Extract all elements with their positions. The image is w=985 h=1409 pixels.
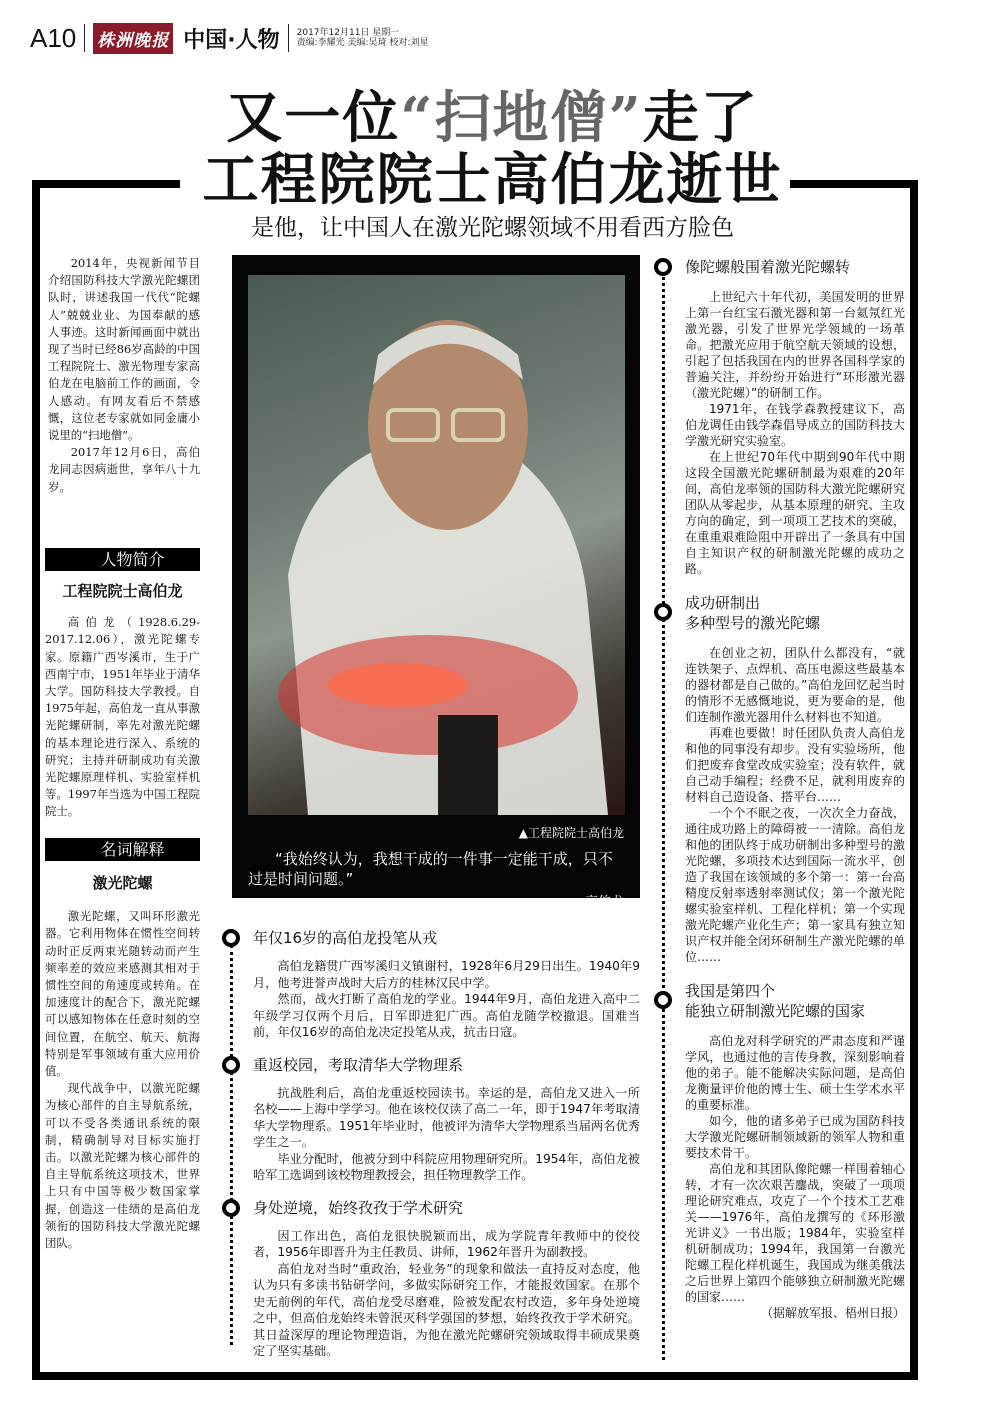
glossary-paragraph: 激光陀螺，又叫环形激光器。它利用物体在惯性空间转动时正反两束光随转动而产生频率差的效应来感测其相对于惯性空间的角速度或转角。在加速度计的配合下，激光陀螺可以感知物体在任意时刻的空间位置，在航空、航天、航海特别是军事领域有重大应用价值。 <box>45 909 200 1079</box>
section-heading: 重返校园，考取清华大学物理系 <box>253 1055 464 1074</box>
headline-pre: 又一位 <box>226 86 401 151</box>
paragraph: 然而，战火打断了高伯龙的学业。1944年9月，高伯龙进入高中二年级学习仅两个月后，日军即进犯广西。高伯龙随学校撤退。国难当前，年仅16岁的高伯龙决定投笔从戎，抗击日寇。 <box>253 992 640 1039</box>
paragraph: 高伯龙籍贯广西岑溪归义镇谢村，1928年6月29日出生。1940年9月，他考进誉声战时大后方的桂林汉民中学。 <box>253 959 640 990</box>
timeline-circle-icon <box>222 1199 240 1217</box>
right-timeline <box>654 257 905 1337</box>
paragraph: 毕业分配时，他被分到中科院应用物理研究所。1954年，高伯龙被哈军工选调到该校物理教授会，担任物理教学工作。 <box>253 1151 640 1182</box>
frame-border <box>32 180 40 1380</box>
glossary-title: 激光陀螺 <box>92 874 153 892</box>
timeline-section <box>222 1055 640 1184</box>
timeline-circle-icon <box>654 991 672 1009</box>
paper-logo: 株洲晚报 <box>93 23 173 54</box>
glossary-bar: 名词解释 <box>45 838 200 861</box>
timeline-section <box>654 981 905 1321</box>
paragraph: 因工作出色，高伯龙很快脱颖而出，成为学院青年教师中的佼佼者，1956年即晋升为主任教员、讲师，1962年晋升为副教授。 <box>253 1228 640 1259</box>
paragraph: 在上世纪70年代中期到90年代中期这段全国激光陀螺研制最为艰难的20年间，高伯龙率领的国防科大激光陀螺研究团队从零起步，从基本原理的研究、主攻方向的确定，到一项项工艺技术的突破，在重重艰难险阻中开辟出了一条具有中国自主知识产权的研制激光陀螺的成功之路。 <box>685 450 905 576</box>
paragraph: 高伯龙对当时“重政治，轻业务”的现象和做法一直持反对态度，他认为只有多读书钻研学问，多做实际研究工作，才能报效国家。在那个史无前例的年代，高伯龙受尽磨难，险被发配农村改造，多年身处逆境之中，但高伯龙始终未曾泯灭科学强国的梦想，始终孜孜于学术研究。其日益深厚的理论物理造诣，为他在激光陀螺研究领域取得丰硕成果奠定了坚实基础。 <box>253 1261 640 1358</box>
headline-line1 <box>0 85 985 151</box>
profile-box <box>45 548 200 821</box>
timeline-section <box>222 928 640 1041</box>
heading-line: 多种型号的激光陀螺 <box>685 614 821 632</box>
pull-quote: “我始终认为，我想干成的一件事一定能干成，只不过是时间问题。” <box>248 850 613 888</box>
paragraph: 如今，他的诸多弟子已成为国防科技大学激光陀螺研制领域新的领军人物和重要技术骨干。 <box>685 1114 905 1160</box>
glossary-box <box>45 838 200 1252</box>
timeline-circle-icon <box>222 929 240 947</box>
portrait-photo <box>248 275 625 815</box>
headline-line2: 工程院院士高伯龙逝世 <box>202 148 783 213</box>
photo-caption: ▲工程院院士高伯龙 <box>518 826 624 840</box>
editors: 责编:李耀光 美编:吴琦 校对:刘星 <box>296 38 429 48</box>
paragraph: 上世纪六十年代初，美国发明的世界上第一台红宝石激光器和第一台氦氖红光激光器，引发了世界光学领域的一场革命。把激光应用于航空航天领域的设想，引起了包括我国在内的世界各国科学家的普遍关注，并纷纷开始进行“环形激光器（激光陀螺）”的研制工作。 <box>685 290 905 400</box>
intro-paragraph: 2014年，央视新闻节目介绍国防科技大学激光陀螺团队时，讲述我国一代代“陀螺人”兢兢业业、为国奉献的感人事迹。这时新闻画面中就出现了当时已经86岁高龄的中国工程院院士、激光物理专家高伯龙在电脑前工作的画面，令人感动。有网友看后不禁感慨，这位老专家就如同金庸小说里的“扫地僧”。 <box>48 256 200 443</box>
photo-box <box>232 255 640 910</box>
divider <box>288 24 289 52</box>
heading-line: 成功研制出 <box>685 594 761 612</box>
section-heading: 像陀螺般围着激光陀螺转 <box>685 258 851 276</box>
intro-paragraph: 2017年12月6日，高伯龙同志因病逝世，享年八十九岁。 <box>48 445 200 494</box>
profile-text: 高伯龙（1928.6.29-2017.12.06），激光陀螺专家。原籍广西岑溪市，生于广西南宁市，1951年毕业于清华大学。国防科技大学教授。自1975年起，高伯龙一直从事激光陀螺研制，率先对激光陀螺的基本理论进行深入、系统的研究；主持并研制成功有关激光陀螺原理样机、实验室样机等。1997年当选为中国工程院院士。 <box>45 615 200 819</box>
heading-line: 我国是第四个 <box>685 982 776 1000</box>
section-heading <box>685 593 905 633</box>
timeline-circle-icon <box>654 258 672 276</box>
section-heading <box>685 981 905 1021</box>
bottom-timeline <box>222 928 640 1374</box>
timeline-section <box>654 257 905 577</box>
paragraph: 再难也要做！时任团队负责人高伯龙和他的同事没有却步。没有实验场所，他们把废弃食堂改成实验室；没有软件，就自己动手编程；经费不足，就利用废弃的材料自己造设备、搭平台…… <box>685 726 905 804</box>
masthead <box>30 22 428 54</box>
section-heading: 身处逆境，始终孜孜于学术研究 <box>253 1198 464 1217</box>
section-name: 中国·人物 <box>183 27 280 53</box>
portrait-image <box>248 275 625 815</box>
issue-meta <box>297 28 429 48</box>
headline-post: 走了 <box>642 86 759 151</box>
headline-quoted: “扫地僧” <box>400 85 643 151</box>
timeline-circle-icon <box>222 1056 240 1074</box>
paragraph: 高伯龙和其团队像陀螺一样围着轴心转，才有一次次艰苦鏖战，突破了一项项理论研究难点，攻克了一个个技术工艺难关——1976年，高伯龙撰写的《环形激光讲义》一书出版；1984年，实验室样机研制成功；1994年，我国第一台激光陀螺工程化样机诞生，我国成为继美俄法之后世界上第四个能够独立研制激光陀螺的国家…… <box>685 1162 905 1304</box>
paragraph: 1971年，在钱学森教授建议下，高伯龙调任由钱学森倡导成立的国防科技大学激光研究实验室。 <box>685 402 905 448</box>
intro-text <box>48 255 200 496</box>
timeline-section <box>222 1198 640 1360</box>
section-heading: 年仅16岁的高伯龙投笔从戎 <box>253 929 438 947</box>
paragraph: 在创业之初，团队什么都没有，“就连铁架子、点焊机、高压电源这些最基本的器材都是自己做的。”高伯龙回忆起当时的情形不无感慨地说，更为要命的是，他们连制作激光器用什么材料也不知道。 <box>685 646 905 724</box>
source-credit: （据解放军报、梧州日报） <box>760 1306 905 1320</box>
paragraph: 抗战胜利后，高伯龙重返校园读书。幸运的是，高伯龙又进入一所名校——上海中学学习。他在该校仅读了高二一年，即于1947年考取清华大学物理系。1951年毕业时，他被评为清华大学物理系当届两名优秀学生之一。 <box>253 1085 640 1149</box>
divider <box>84 24 85 52</box>
heading-line: 能独立研制激光陀螺的国家 <box>685 1002 866 1020</box>
quote-attribution: ——高伯龙 <box>558 895 624 910</box>
timeline-circle-icon <box>654 603 672 621</box>
profile-bar: 人物简介 <box>45 548 200 571</box>
frame-border <box>910 180 918 1380</box>
page-number: A10 <box>30 22 77 53</box>
headline-deck: 是他，让中国人在激光陀螺领域不用看西方脸色 <box>251 215 734 241</box>
profile-title: 工程院院士高伯龙 <box>62 582 183 600</box>
paragraph: 一个个不眠之夜，一次次全力奋战，通往成功路上的障碍被一一清除。高伯龙和他的团队终于成功研制出多种型号的激光陀螺，多项技术达到国际一流水平，创造了我国在该领域的多个第一：第一台高精度反射率透射率测试仪；第一个激光陀螺实验室样机、工程化样机；第一个实现激光陀螺产业化生产；第一家具有独立知识产权并能全闭环研制生产激光陀螺的单位…… <box>685 806 905 964</box>
glossary-paragraph: 现代战争中，以激光陀螺为核心部件的自主导航系统，可以不受各类通讯系统的限制，精确制导对目标实施打击。以激光陀螺为核心部件的自主导航系统这项技术，世界上只有中国等极少数国家掌握，创造这一佳绩的是高伯龙领衔的国防科技大学激光陀螺团队。 <box>45 1081 200 1251</box>
timeline-section <box>654 593 905 965</box>
issue-date: 2017年12月11日 星期一 <box>296 28 400 38</box>
paragraph: 高伯龙对科学研究的严肃态度和严谨学风，也通过他的言传身教，深刻影响着他的弟子。能不能解决实际问题，是高伯龙衡量评价他的博士生、硕士生学术水平的重要标准。 <box>685 1034 905 1112</box>
